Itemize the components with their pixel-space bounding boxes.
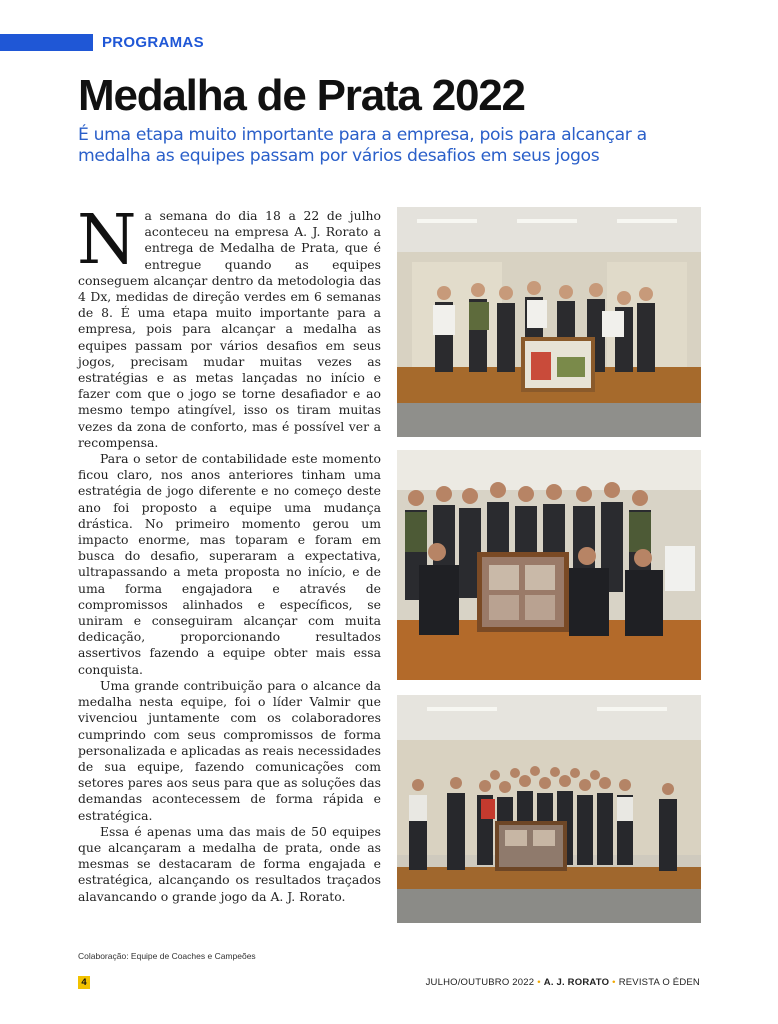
team-photo-3	[397, 695, 701, 923]
magazine-name: REVISTA O ÉDEN	[618, 977, 700, 988]
article-paragraph: Uma grande contribuição para o alcance da medalha nesta equipe, foi o líder Valmir que vivenciou juntamente com os colaboradores cumprindo com seus compromissos de forma personalizada e aplicadas as reais necessidades de sua equipe, fazendo comunicações com setores pares aos seus para que as soluções das demandas acontecessem de forma rápida e estratégica.	[78, 677, 381, 823]
footer-issue-info	[426, 977, 700, 988]
page-subtitle: É uma etapa muito importante para a empresa, pois para alcançar a medalha as equipes passam por vários desafios em seus jogos	[78, 125, 647, 166]
team-photo-1	[397, 207, 701, 437]
separator-dot: •	[537, 977, 541, 988]
separator-dot: •	[612, 977, 616, 988]
article-paragraph: Essa é apenas uma das mais de 50 equipes que alcançaram a medalha de prata, onde as mesmas se destacaram de forma engajada e estratégica, alcançando os resultados traçados alavancando o grande jogo da A. J. Rorato.	[78, 823, 381, 904]
team-photo-2	[397, 450, 701, 680]
page-title: Medalha de Prata 2022	[78, 71, 525, 120]
page-number: 4	[78, 976, 90, 989]
article-paragraph: Para o setor de contabilidade este momento ficou claro, nos anos anteriores tinham uma estratégia de jogo diferente e no começo deste ano foi proposto a equipe uma mudança drástica. No primeiro momento gerou um impacto enorme, mas toparam e foram em busca do desafio, superaram a expectativa, ultrapassando a meta proposta no início, e de uma forma engajadora e através de compromissos alinhados e específicos, se uniram e conseguiram alcançar com muita dedicação, proporcionando resultados assertivos fazendo a equipe obter mais essa conquista.	[78, 451, 381, 677]
collaboration-credit: Colaboração: Equipe de Coaches e Campeões	[78, 951, 256, 961]
article-paragraph-text: a semana do dia 18 a 22 de julho aconteceu na empresa A. J. Rorato a entrega de Medalha de Prata, que é entregue quando as equipes conseguem alcançar dentro da metodologia das 4 Dx, medidas de direção verdes em 6 semanas de 8. É uma etapa muito importante para a empresa, pois para alcançar a medalha as equipes passam por vários desafios em seus jogos, precisam mudar muitas vezes as estratégias e as metas lançadas no início e fazer com que o jogo se torne desafiador e ao mesmo tempo atingível, isso os tiram muitas vezes da zona de conforto, mas é possível ver a recompensa.	[78, 208, 381, 450]
section-color-bar	[0, 34, 93, 51]
issue-date: JULHO/OUTUBRO 2022	[425, 977, 535, 988]
article-paragraph	[77, 201, 381, 451]
brand-name: A. J. RORATO	[543, 977, 610, 988]
article-body	[77, 201, 381, 905]
section-label: PROGRAMAS	[102, 34, 204, 51]
drop-cap: N	[77, 201, 137, 280]
